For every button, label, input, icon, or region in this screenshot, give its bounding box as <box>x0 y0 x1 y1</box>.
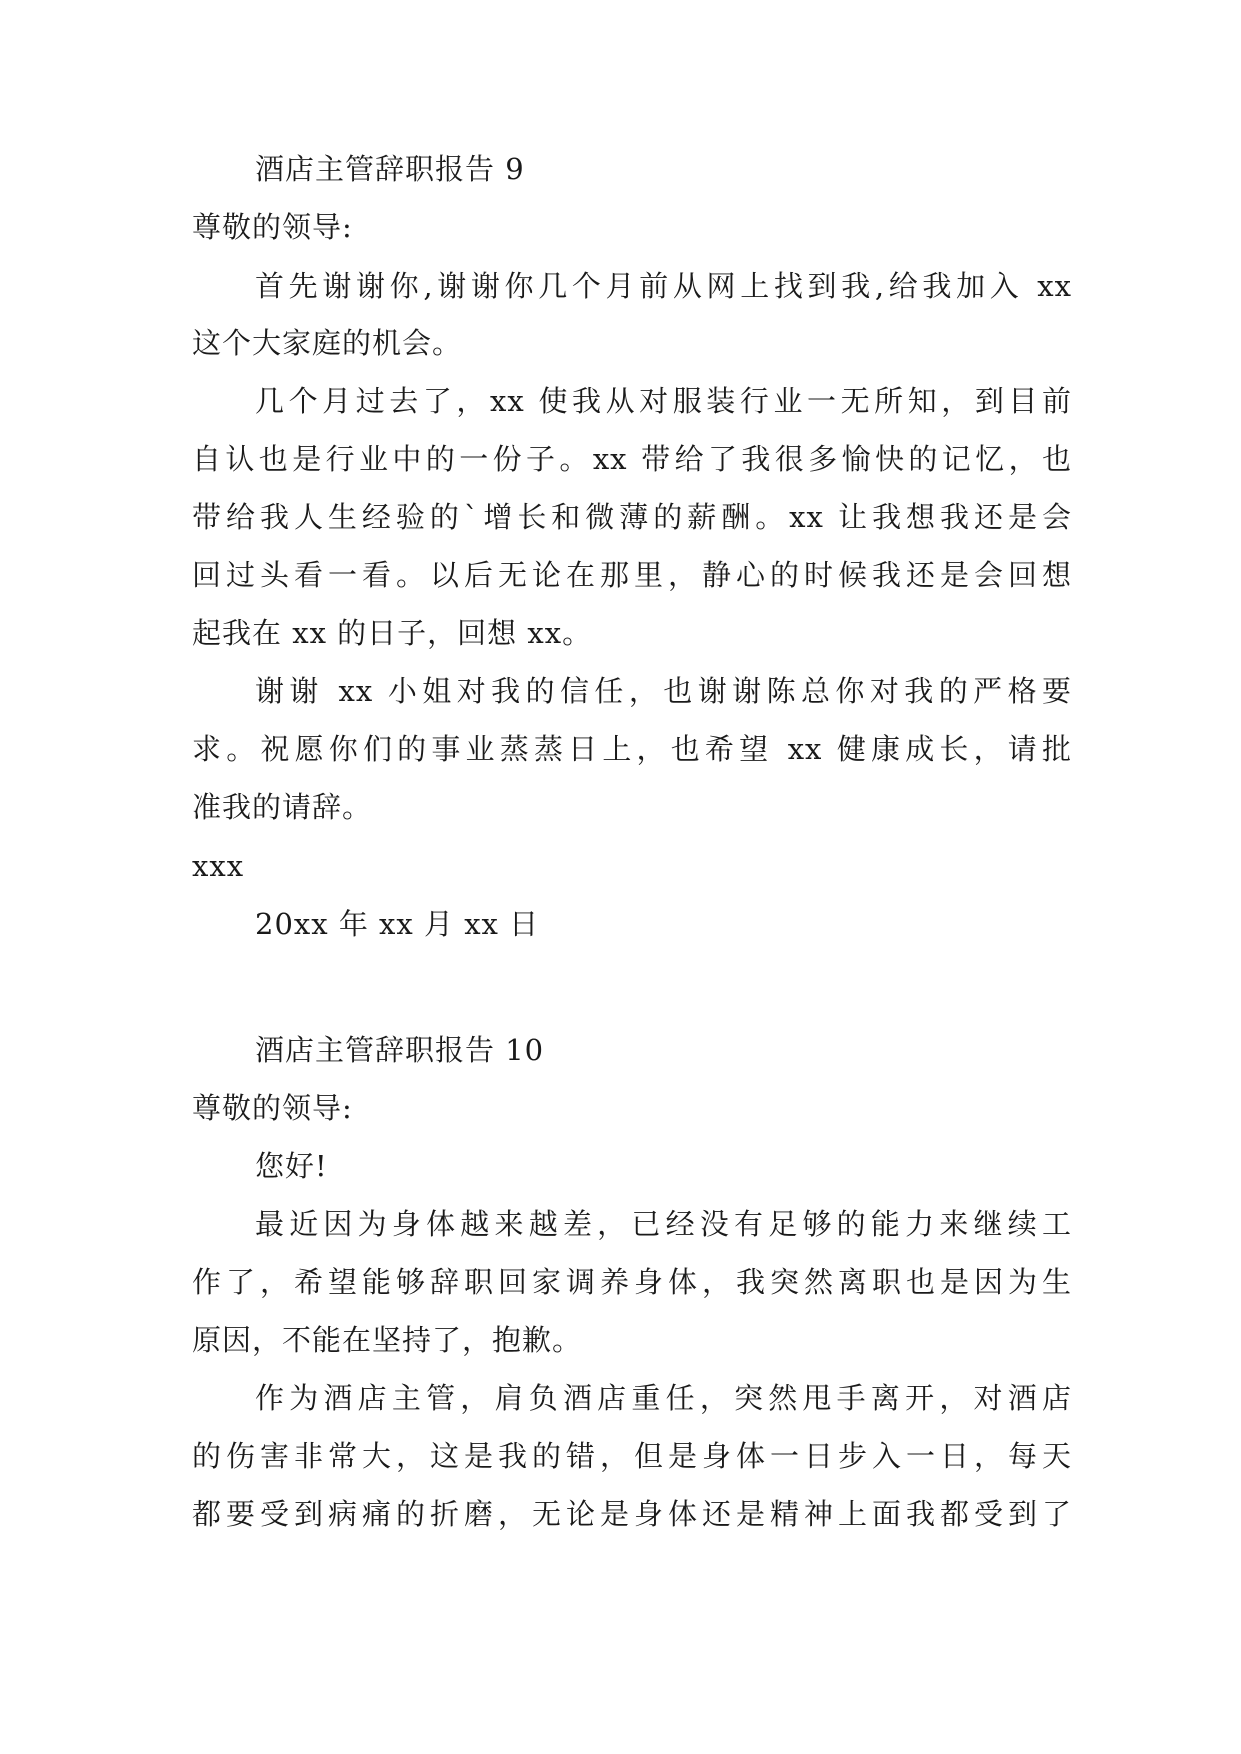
letter-title: 酒店主管辞职报告 10 <box>255 1033 545 1067</box>
paragraph-line: 谢谢 xx 小姐对我的信任，也谢谢陈总你对我的严格要 <box>255 674 1072 708</box>
paragraph-line: 都要受到病痛的折磨，无论是身体还是精神上面我都受到了 <box>192 1497 1072 1531</box>
signature: xxx <box>192 849 245 883</box>
paragraph-line: 准我的请辞。 <box>192 790 373 824</box>
paragraph-line: 作为酒店主管，肩负酒店重任，突然甩手离开，对酒店 <box>255 1381 1072 1415</box>
paragraph-line: 回过头看一看。以后无论在那里，静心的时候我还是会回想 <box>192 558 1072 592</box>
paragraph-line: 起我在 xx 的日子，回想 xx。 <box>192 616 593 650</box>
paragraph-line: 作了，希望能够辞职回家调养身体，我突然离职也是因为生 <box>192 1265 1072 1299</box>
paragraph-line: 最近因为身体越来越差，已经没有足够的能力来继续工 <box>255 1207 1072 1241</box>
paragraph-line: 这个大家庭的机会。 <box>192 326 463 360</box>
paragraph-line: 的伤害非常大，这是我的错，但是身体一日步入一日，每天 <box>192 1439 1072 1473</box>
salutation: 尊敬的领导: <box>192 210 353 244</box>
salutation: 尊敬的领导: <box>192 1091 353 1125</box>
greeting: 您好! <box>255 1149 328 1183</box>
paragraph-line: 首先谢谢你,谢谢你几个月前从网上找到我,给我加入 xx <box>255 269 1072 303</box>
paragraph-line: 自认也是行业中的一份子。xx 带给了我很多愉快的记忆，也 <box>192 442 1072 476</box>
paragraph-line: 几个月过去了，xx 使我从对服装行业一无所知，到目前 <box>255 384 1072 418</box>
paragraph-line: 带给我人生经验的`增长和微薄的薪酬。xx 让我想我还是会 <box>192 500 1072 534</box>
paragraph-line: 求。祝愿你们的事业蒸蒸日上，也希望 xx 健康成长，请批 <box>192 732 1072 766</box>
date-line: 20xx 年 xx 月 xx 日 <box>255 907 540 941</box>
paragraph-line: 原因，不能在坚持了，抱歉。 <box>192 1323 583 1357</box>
letter-title: 酒店主管辞职报告 9 <box>255 152 525 186</box>
